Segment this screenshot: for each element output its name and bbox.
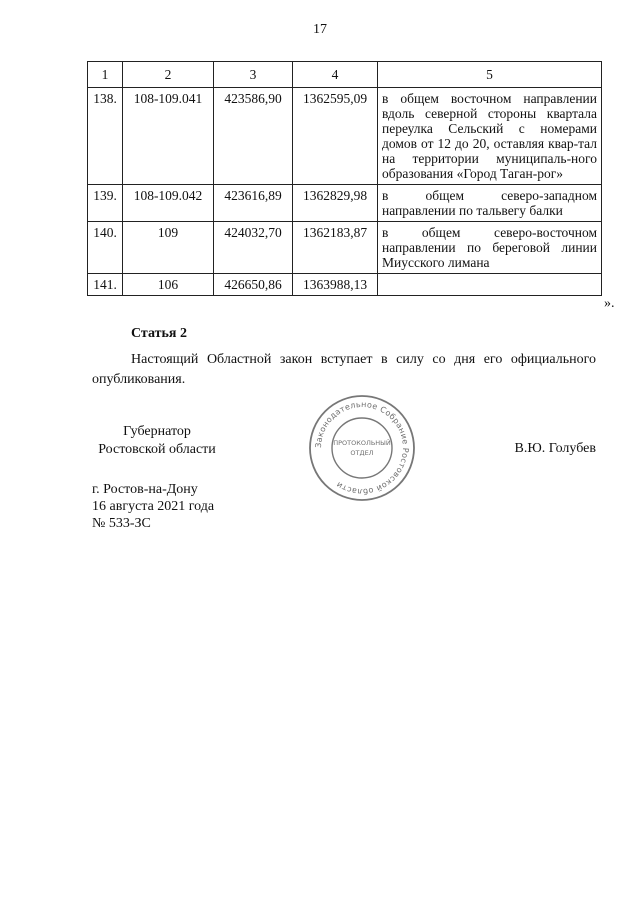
stamp-center-line: ОТДЕЛ: [350, 449, 374, 457]
coordinate-y: 1362595,09: [293, 88, 378, 185]
row-number: 141.: [88, 274, 123, 296]
point-number: 106: [123, 274, 214, 296]
boundary-description: в общем северо-восточном направлении по береговой линии Миусского лимана: [378, 222, 602, 274]
table-header-row: [88, 62, 602, 88]
date: 16 августа 2021 года: [92, 499, 215, 514]
stamp-seal-icon: [307, 393, 417, 503]
boundary-description: в общем восточном направлении вдоль северной стороны квартала переулка Сельский с номерами домов от 12 до 20, оставляя квар-тал на территории муниципаль-ного образования «Город Таган-рог»: [378, 88, 602, 185]
coordinate-x: 424032,70: [214, 222, 293, 274]
signer-position: [92, 423, 222, 459]
row-number: 140.: [88, 222, 123, 274]
table-row: [88, 88, 602, 185]
signer-position-line: Губернатор: [123, 424, 191, 439]
table-row: [88, 274, 602, 296]
law-number: № 533-ЗС: [92, 516, 151, 531]
coordinate-y: 1363988,13: [293, 274, 378, 296]
closing-quote-mark: ».: [604, 296, 615, 311]
place-and-date: [92, 481, 214, 532]
svg-text:Законодательное Собрание Росто: [314, 400, 410, 496]
coordinates-table: [87, 61, 602, 296]
signer-name: В.Ю. Голубев: [514, 441, 596, 456]
table-header-cell: 4: [293, 62, 378, 88]
row-number: 139.: [88, 185, 123, 222]
article-title: Статья 2: [131, 326, 187, 341]
official-stamp: [307, 393, 417, 503]
boundary-description: [378, 274, 602, 296]
point-number: 108-109.042: [123, 185, 214, 222]
article-body: Настоящий Областной закон вступает в силу со дня его официального опубликования.: [92, 352, 596, 387]
table-header-cell: 2: [123, 62, 214, 88]
coordinate-x: 426650,86: [214, 274, 293, 296]
city: г. Ростов-на-Дону: [92, 482, 198, 497]
table-header-cell: 5: [378, 62, 602, 88]
row-number: 138.: [88, 88, 123, 185]
table-row: [88, 185, 602, 222]
table-header-cell: 3: [214, 62, 293, 88]
coordinate-x: 423616,89: [214, 185, 293, 222]
stamp-center-line: ПРОТОКОЛЬНЫЙ: [333, 439, 391, 447]
table-row: [88, 222, 602, 274]
signer-position-line: Ростовской области: [98, 442, 216, 457]
coordinate-y: 1362829,98: [293, 185, 378, 222]
coordinate-y: 1362183,87: [293, 222, 378, 274]
page-number: 17: [313, 22, 327, 37]
stamp-ring-text: Законодательное Собрание Ростовской области: [313, 399, 411, 497]
boundary-description: в общем северо-западном направлении по тальвегу балки: [378, 185, 602, 222]
point-number: 109: [123, 222, 214, 274]
coordinate-x: 423586,90: [214, 88, 293, 185]
point-number: 108-109.041: [123, 88, 214, 185]
table-header-cell: 1: [88, 62, 123, 88]
